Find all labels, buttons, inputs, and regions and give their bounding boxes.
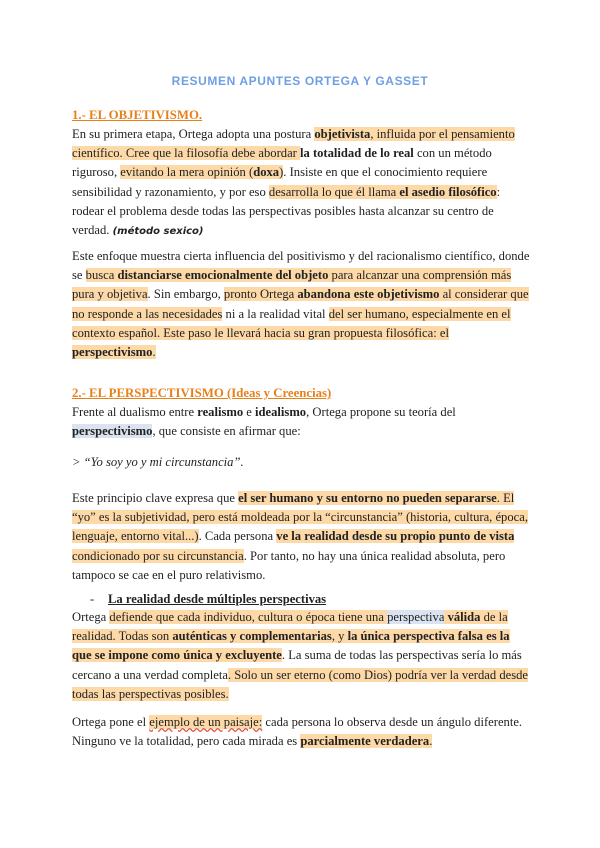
text: condicionado por su circunstancia <box>72 548 244 563</box>
text: . Solo un ser eterno (como Dios) podría ver la verdad desde todas las perspectivas posibles. <box>72 667 528 701</box>
text: : rodear el problema desde todas las perspectivas posibles hasta alcanzar su centro de verdad. <box>72 184 501 238</box>
text: Ortega pone el <box>72 715 150 729</box>
text: . Insiste en que el conocimiento requiere sensibilidad y razonamiento, y por eso <box>72 165 488 199</box>
text: , que consiste en afirmar que: <box>152 424 301 439</box>
bold-term: perspectivismo <box>72 345 153 360</box>
bullet-heading: La realidad desde múltiples perspectivas <box>108 592 327 606</box>
text: ) <box>279 165 284 180</box>
bold-term: doxa <box>253 165 280 180</box>
text: defiende que cada individuo, cultura o época tiene una <box>109 610 388 624</box>
handwritten-note: (método sexico) <box>112 226 204 238</box>
bold-term: parcialmente verdadera <box>300 734 430 749</box>
paragraph-principio <box>72 489 530 585</box>
bold-term: idealismo <box>255 405 307 419</box>
bold-term: perspectivismo <box>72 424 153 439</box>
bold-term: el asedio filosófico <box>399 184 497 199</box>
text: al considerar que no responde a las necesidades <box>72 287 529 321</box>
text: entorno vital...) <box>120 529 199 544</box>
text: , influida por el pensamiento científico. Cree que la filosofía debe <box>72 127 515 161</box>
bold-term: la totalidad de lo real <box>300 146 414 161</box>
bold-term: auténticas y complementarias <box>172 629 332 644</box>
bold-term: realismo <box>197 405 244 419</box>
text: Frente al dualismo entre <box>72 405 198 419</box>
text: Este enfoque muestra cierta influencia del positivismo y del racionalismo científico, donde se <box>72 249 530 283</box>
bold-term: distanciarse emocionalmente del objeto <box>117 268 329 283</box>
text: perspectiva <box>387 610 445 624</box>
text: , y <box>331 629 348 644</box>
text: evitando la mera opinión ( <box>120 165 254 180</box>
text: . <box>152 345 156 360</box>
text: del ser humano, especialmente en el contexto español. Este paso le llevará hacia su gran propuesta filosófica: el <box>72 306 511 340</box>
text: . La suma de todas las perspectivas sería lo más cercano a una verdad completa <box>72 648 522 682</box>
text: , Ortega propone su teoría del <box>306 405 456 419</box>
bold-term: la única perspectiva falsa es la que se impone como única y excluyente <box>72 629 510 663</box>
text: e <box>243 405 256 419</box>
text: En su primera etapa, Ortega adopta una postura <box>72 127 315 141</box>
document-title: RESUMEN APUNTES ORTEGA Y GASSET <box>171 74 429 88</box>
text: abordar <box>258 146 300 161</box>
paragraph-perspectivismo-intro <box>72 403 530 441</box>
paragraph-multiples-perspectivas <box>72 608 530 704</box>
bold-term: válida <box>444 610 481 624</box>
text: . <box>429 734 433 749</box>
text: desarrolla lo que él llama <box>268 184 400 199</box>
bold-term: el ser humano y su entorno no pueden separarse <box>238 491 497 505</box>
text: pronto Ortega <box>223 287 298 302</box>
paragraph-objetivismo-1 <box>72 125 530 241</box>
text: de la realidad. Todas son <box>72 610 508 644</box>
quote: > “Yo soy yo y mi circunstancia”. <box>72 455 244 469</box>
text: busca <box>85 268 118 283</box>
text: cada persona lo observa desde un ángulo diferente. Ninguno ve la totalidad, pero cada mirada es <box>72 715 523 749</box>
bold-term: ve la realidad desde su propio punto de vista <box>276 529 515 544</box>
section-heading-perspectivismo: 2.- EL PERSPECTIVISMO (Ideas y Creencias) <box>72 386 332 400</box>
text: Este principio clave expresa que <box>72 491 239 505</box>
text: . Por tanto, no hay una única realidad absoluta, pero tampoco se cae en el puro relativismo. <box>72 548 506 582</box>
bold-term: objetivista <box>314 127 371 141</box>
bold-term: abandona este objetivismo <box>297 287 440 302</box>
text: . Sin embargo, <box>147 287 224 302</box>
text: ejemplo de un paisaje: <box>149 715 263 729</box>
text: con un método riguroso, <box>72 146 492 180</box>
text: para alcanzar una comprensión más pura y objetiva <box>72 268 512 302</box>
paragraph-objetivismo-2 <box>72 247 530 362</box>
bullet-marker: - <box>90 592 95 606</box>
text: Ortega <box>72 610 110 624</box>
text: . Cada persona <box>198 529 277 544</box>
text: ni a la realidad vital <box>222 306 329 321</box>
section-heading-objetivismo: 1.- EL OBJETIVISMO. <box>72 108 203 122</box>
text: . El “yo” es la subjetividad, pero está moldeada por la “circunstancia” (historia, cultura, época, lenguaje, <box>72 491 528 544</box>
paragraph-ejemplo-paisaje <box>72 713 530 751</box>
